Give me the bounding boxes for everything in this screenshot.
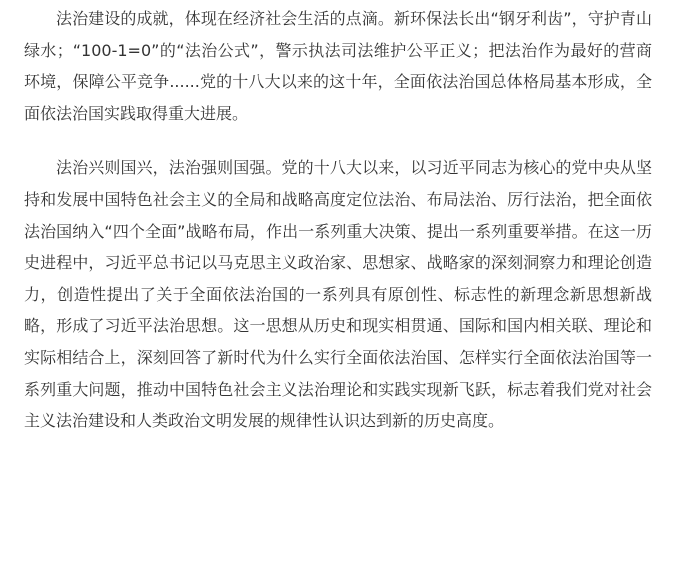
- paragraph-rule-of-law-achievements: 法治建设的成就，体现在经济社会生活的点滴。新环保法长出“钢牙利齿”，守护青山绿水；“100-1=0”的“法治公式”，警示执法司法维护公平正义；把法治作为最好的营商环境，保障公平竞争......党的十八大以来的这十年，全面依法治国总体格局基本形成，全面依法治国实践取得重大进展。: [24, 9, 652, 123]
- paragraph-rule-of-law-thought: 法治兴则国兴，法治强则国强。党的十八大以来，以习近平同志为核心的党中央从坚持和发展中国特色社会主义的全局和战略高度定位法治、布局法治、厉行法治，把全面依法治国纳入“四个全面”战略布局，作出一系列重大决策、提出一系列重要举措。在这一历史进程中，习近平总书记以马克思主义政治家、思想家、战略家的深刻洞察力和理论创造力，创造性提出了关于全面依法治国的一系列具有原创性、标志性的新理念新思想新战略，形成了习近平法治思想。这一思想从历史和现实相贯通、国际和国内相关联、理论和实际相结合上，深刻回答了新时代为什么实行全面依法治国、怎样实行全面依法治国等一系列重大问题，推动中国特色社会主义法治理论和实践实现新飞跃，标志着我们党对社会主义法治建设和人类政治文明发展的规律性认识达到新的历史高度。: [24, 158, 652, 431]
